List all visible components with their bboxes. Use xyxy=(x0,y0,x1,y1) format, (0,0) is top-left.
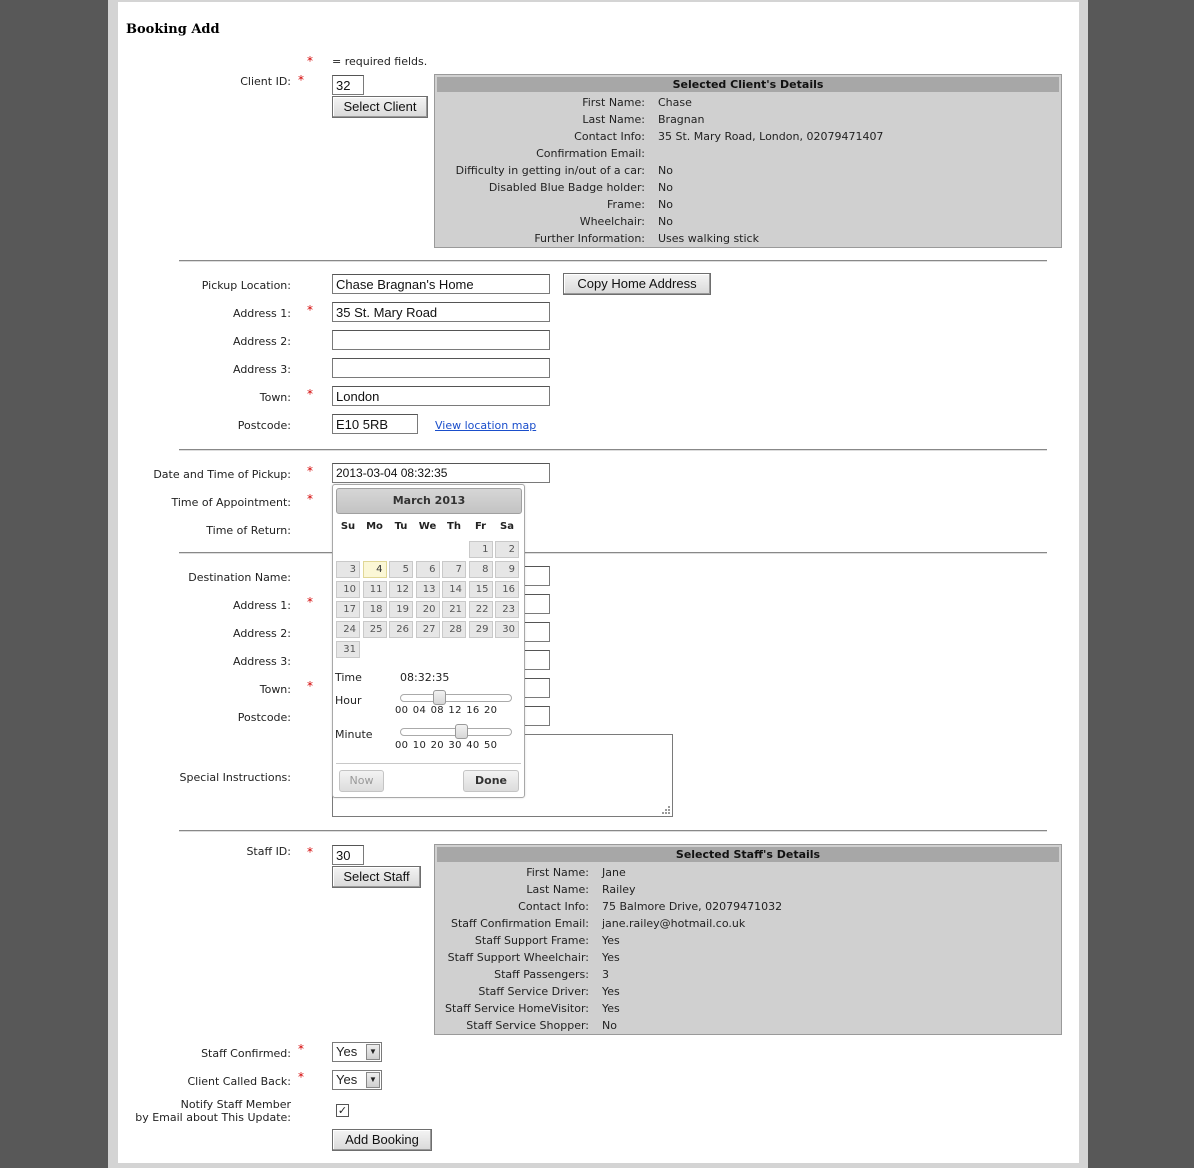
calendar-day[interactable]: 27 xyxy=(416,621,440,638)
required-star: * xyxy=(307,464,313,478)
calendar-day[interactable]: 19 xyxy=(389,601,413,618)
calendar-day[interactable]: 12 xyxy=(389,581,413,598)
divider xyxy=(179,260,1047,262)
time-label: Time xyxy=(335,671,362,684)
destination-address2-label: Address 2: xyxy=(232,627,291,640)
resize-grip-icon[interactable] xyxy=(661,805,671,815)
weekday-header: Fr xyxy=(474,521,487,532)
weekday-header: Mo xyxy=(366,521,383,532)
minute-label: Minute xyxy=(335,728,373,741)
client-detail-key: Last Name: xyxy=(582,113,645,126)
staff-detail-value: Yes xyxy=(602,985,620,998)
client-detail-value: No xyxy=(658,181,673,194)
staff-id-label: Staff ID: xyxy=(246,845,291,858)
pickup-address2-label: Address 2: xyxy=(232,335,291,348)
weekday-header: Tu xyxy=(394,521,408,532)
staff-detail-key: Last Name: xyxy=(526,883,589,896)
notify-staff-checkbox[interactable] xyxy=(336,1104,349,1117)
staff-detail-value: 75 Balmore Drive, 02079471032 xyxy=(602,900,783,913)
divider xyxy=(179,552,1047,554)
calendar-day[interactable]: 28 xyxy=(442,621,466,638)
destination-address1-label: Address 1: xyxy=(232,599,291,612)
client-detail-key: Wheelchair: xyxy=(579,215,645,228)
hour-slider-handle[interactable] xyxy=(433,690,446,705)
client-detail-value: No xyxy=(658,215,673,228)
client-detail-key: Confirmation Email: xyxy=(536,147,645,160)
staff-confirmed-select[interactable] xyxy=(332,1042,382,1062)
pickup-address3-input[interactable] xyxy=(332,358,550,378)
calendar-day[interactable]: 8 xyxy=(469,561,493,578)
required-star: * xyxy=(298,1042,304,1056)
select-client-button[interactable]: Select Client xyxy=(332,96,428,118)
calendar-day[interactable]: 26 xyxy=(389,621,413,638)
pickup-datetime-input[interactable]: 2013-03-04 08:32:35 xyxy=(332,463,550,483)
calendar-day[interactable]: 21 xyxy=(442,601,466,618)
calendar-day[interactable]: 13 xyxy=(416,581,440,598)
calendar-day[interactable]: 14 xyxy=(442,581,466,598)
staff-detail-key: Staff Service Shopper: xyxy=(466,1019,589,1032)
staff-detail-value: Yes xyxy=(602,951,620,964)
client-detail-key: Contact Info: xyxy=(574,130,645,143)
required-note: = required fields. xyxy=(332,55,428,68)
calendar-day[interactable]: 11 xyxy=(363,581,387,598)
copy-home-address-button[interactable]: Copy Home Address xyxy=(563,273,711,295)
staff-detail-value: Railey xyxy=(602,883,636,896)
pickup-address3-label: Address 3: xyxy=(232,363,291,376)
add-booking-button[interactable]: Add Booking xyxy=(332,1129,432,1151)
view-location-map-link[interactable]: View location map xyxy=(435,419,537,432)
special-instructions-label: Special Instructions: xyxy=(179,771,291,784)
destination-name-label: Destination Name: xyxy=(188,571,291,584)
client-detail-value: Chase xyxy=(658,96,692,109)
staff-id-input[interactable]: 30 xyxy=(332,845,364,865)
required-star: * xyxy=(307,54,313,68)
required-star: * xyxy=(307,387,313,401)
hour-slider[interactable] xyxy=(400,694,512,702)
chevron-down-icon[interactable]: ▼ xyxy=(366,1072,380,1088)
required-star: * xyxy=(307,679,313,693)
client-details-box xyxy=(434,74,1062,248)
staff-detail-value: Jane xyxy=(602,866,626,879)
calendar-day[interactable]: 16 xyxy=(495,581,519,598)
calendar-day[interactable]: 18 xyxy=(363,601,387,618)
datepicker-divider xyxy=(336,763,521,764)
client-id-label: Client ID: xyxy=(240,75,291,88)
staff-detail-key: Staff Service HomeVisitor: xyxy=(445,1002,589,1015)
staff-detail-value: Yes xyxy=(602,1002,620,1015)
client-detail-value: No xyxy=(658,198,673,211)
staff-detail-key: Staff Support Wheelchair: xyxy=(447,951,589,964)
required-star: * xyxy=(298,1070,304,1084)
client-called-back-value: Yes xyxy=(336,1072,358,1087)
divider xyxy=(179,830,1047,832)
staff-detail-value: 3 xyxy=(602,968,609,981)
pickup-postcode-label: Postcode: xyxy=(237,419,291,432)
calendar-day[interactable]: 15 xyxy=(469,581,493,598)
calendar-day[interactable]: 6 xyxy=(416,561,440,578)
calendar-day[interactable]: 31 xyxy=(336,641,360,658)
required-star: * xyxy=(298,73,304,87)
calendar-day[interactable]: 17 xyxy=(336,601,360,618)
calendar-day[interactable]: 7 xyxy=(442,561,466,578)
destination-town-label: Town: xyxy=(259,683,291,696)
hour-ticks: 00 04 08 12 16 20 xyxy=(395,705,498,716)
staff-detail-value: No xyxy=(602,1019,617,1032)
staff-detail-key: First Name: xyxy=(526,866,589,879)
calendar-day[interactable]: 10 xyxy=(336,581,360,598)
client-detail-key: Frame: xyxy=(607,198,645,211)
chevron-down-icon[interactable]: ▼ xyxy=(366,1044,380,1060)
pickup-datetime-label: Date and Time of Pickup: xyxy=(153,468,291,481)
pickup-location-input[interactable]: Chase Bragnan's Home xyxy=(332,274,550,294)
client-detail-value: Uses walking stick xyxy=(658,232,759,245)
now-button[interactable]: Now xyxy=(339,770,384,792)
destination-address3-label: Address 3: xyxy=(232,655,291,668)
datetime-picker xyxy=(332,484,525,798)
client-detail-value: 35 St. Mary Road, London, 02079471407 xyxy=(658,130,884,143)
calendar-day[interactable]: 1 xyxy=(469,541,493,558)
client-called-back-label: Client Called Back: xyxy=(187,1075,291,1088)
staff-detail-value: jane.railey@hotmail.co.uk xyxy=(602,917,746,930)
client-detail-key: Disabled Blue Badge holder: xyxy=(488,181,645,194)
calendar-day[interactable]: 9 xyxy=(495,561,519,578)
calendar-day[interactable]: 23 xyxy=(495,601,519,618)
calendar-day[interactable]: 25 xyxy=(363,621,387,638)
weekday-header: We xyxy=(418,521,437,532)
hour-label: Hour xyxy=(335,694,362,707)
staff-detail-key: Contact Info: xyxy=(518,900,589,913)
calendar-day[interactable]: 29 xyxy=(469,621,493,638)
staff-confirmed-value: Yes xyxy=(336,1044,358,1059)
calendar-day[interactable]: 30 xyxy=(495,621,519,638)
weekday-header: Sa xyxy=(500,521,514,532)
client-detail-key: Further Information: xyxy=(534,232,645,245)
client-detail-value: Bragnan xyxy=(658,113,705,126)
staff-detail-key: Staff Passengers: xyxy=(494,968,589,981)
page-title: Booking Add xyxy=(126,22,220,37)
required-star: * xyxy=(307,845,313,859)
client-called-back-select[interactable] xyxy=(332,1070,382,1090)
destination-postcode-label: Postcode: xyxy=(237,711,291,724)
pickup-address2-input[interactable] xyxy=(332,330,550,350)
weekday-header: Su xyxy=(340,521,356,532)
pickup-address1-label: Address 1: xyxy=(232,307,291,320)
staff-details-box xyxy=(434,844,1062,1035)
divider xyxy=(179,449,1047,451)
pickup-location-label: Pickup Location: xyxy=(201,279,291,292)
notify-label-line2: by Email about This Update: xyxy=(135,1111,291,1124)
time-value: 08:32:35 xyxy=(400,671,450,684)
staff-details-title: Selected Staff's Details xyxy=(437,847,1059,862)
pickup-address1-input[interactable]: 35 St. Mary Road xyxy=(332,302,550,322)
required-star: * xyxy=(307,492,313,506)
minute-slider-handle[interactable] xyxy=(455,724,468,739)
calendar-day[interactable]: 4 xyxy=(363,561,387,578)
calendar-day[interactable]: 24 xyxy=(336,621,360,638)
staff-detail-key: Staff Confirmation Email: xyxy=(451,917,589,930)
appointment-time-label: Time of Appointment: xyxy=(171,496,291,509)
checkmark-icon: ✓ xyxy=(337,1104,348,1117)
calendar-day[interactable]: 5 xyxy=(389,561,413,578)
done-button[interactable]: Done xyxy=(463,770,519,792)
client-id-input[interactable]: 32 xyxy=(332,75,364,95)
required-star: * xyxy=(307,303,313,317)
return-time-label: Time of Return: xyxy=(206,524,291,537)
staff-confirmed-label: Staff Confirmed: xyxy=(201,1047,291,1060)
datepicker-month-title: March 2013 xyxy=(336,488,522,514)
select-staff-button[interactable]: Select Staff xyxy=(332,866,421,888)
calendar-day[interactable]: 20 xyxy=(416,601,440,618)
calendar-day[interactable]: 3 xyxy=(336,561,360,578)
weekday-header: Th xyxy=(447,521,461,532)
calendar-day[interactable]: 2 xyxy=(495,541,519,558)
required-star: * xyxy=(307,595,313,609)
pickup-town-input[interactable]: London xyxy=(332,386,550,406)
pickup-postcode-input[interactable]: E10 5RB xyxy=(332,414,418,434)
minute-ticks: 00 10 20 30 40 50 xyxy=(395,740,498,751)
client-detail-key: Difficulty in getting in/out of a car: xyxy=(455,164,645,177)
client-detail-value: No xyxy=(658,164,673,177)
notify-label-line1: Notify Staff Member xyxy=(180,1098,291,1111)
client-details-title: Selected Client's Details xyxy=(437,77,1059,92)
staff-detail-value: Yes xyxy=(602,934,620,947)
staff-detail-key: Staff Service Driver: xyxy=(478,985,589,998)
staff-detail-key: Staff Support Frame: xyxy=(474,934,589,947)
calendar-day[interactable]: 22 xyxy=(469,601,493,618)
pickup-town-label: Town: xyxy=(259,391,291,404)
client-detail-key: First Name: xyxy=(582,96,645,109)
